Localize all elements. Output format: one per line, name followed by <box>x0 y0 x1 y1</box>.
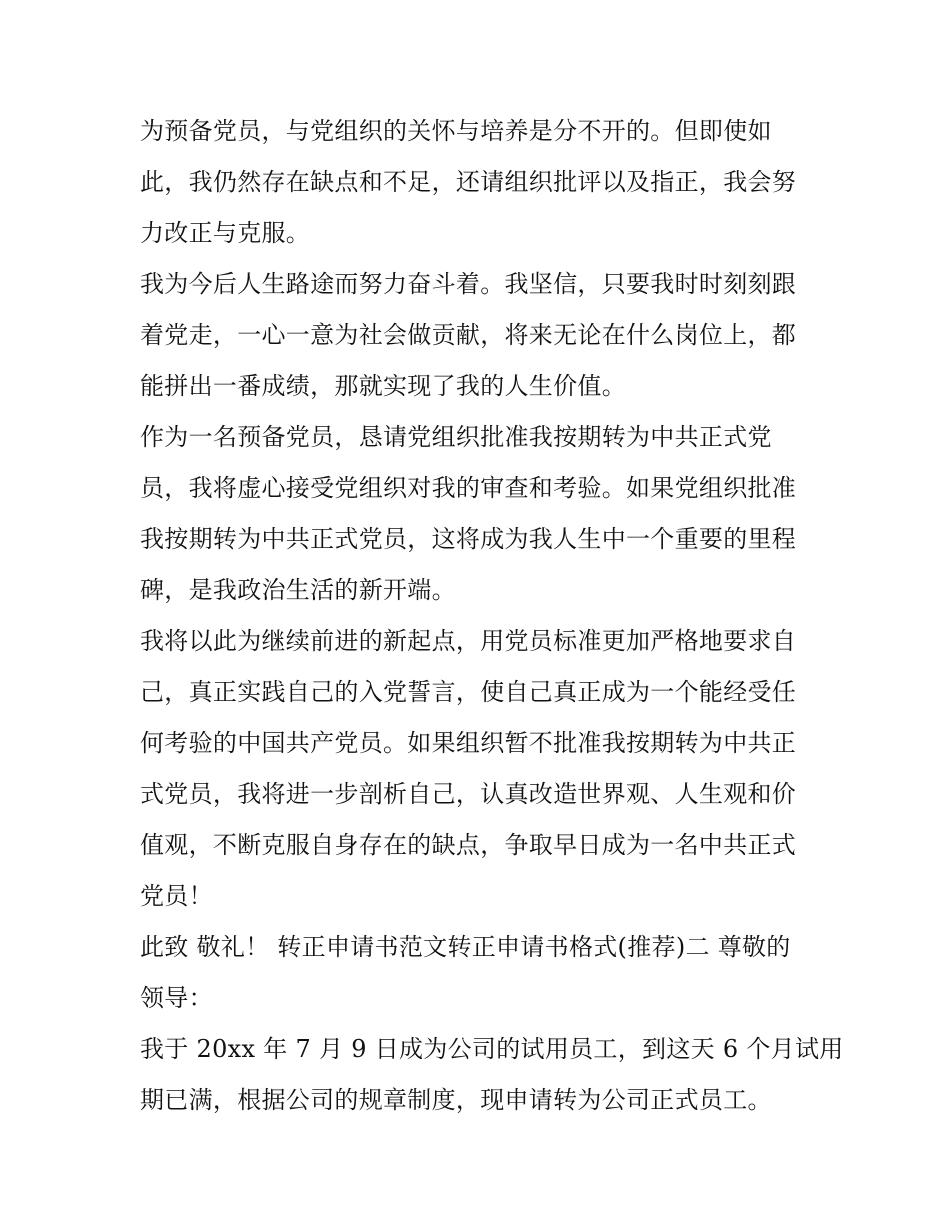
text-line: 我按期转为中共正式党员，这将成为我人生中一个重要的里程 <box>140 525 797 553</box>
text-line: 力改正与克服。 <box>140 219 311 247</box>
paragraph-3 <box>140 412 812 616</box>
text-line: 期已满，根据公司的规章制度，现申请转为公司正式员工。 <box>140 1086 772 1114</box>
text-line: 领导： <box>140 984 213 1012</box>
text-line: 值观，不断克服自身存在的缺点，争取早日成为一名中共正式 <box>140 831 797 859</box>
paragraph-6 <box>140 1024 844 1126</box>
text-line: 能拼出一番成绩，那就实现了我的人生价值。 <box>140 372 626 400</box>
text-line: 着党走，一心一意为社会做贡献，将来无论在什么岗位上，都 <box>140 321 797 349</box>
paragraph-2 <box>140 259 812 412</box>
text-line: 员，我将虚心接受党组织对我的审查和考验。如果党组织批准 <box>140 474 797 502</box>
text-line: 党员！ <box>140 882 213 910</box>
paragraph-4 <box>140 616 812 922</box>
text-line: 我为今后人生路途而努力奋斗着。我坚信，只要我时时刻刻跟 <box>140 270 797 298</box>
text-line: 此，我仍然存在缺点和不足，还请组织批评以及指正，我会努 <box>140 168 797 196</box>
text-line: 己，真正实践自己的入党誓言，使自己真正成为一个能经受任 <box>140 678 797 706</box>
text-line: 式党员，我将进一步剖析自己，认真改造世界观、人生观和价 <box>140 780 797 808</box>
text-line: 为预备党员，与党组织的关怀与培养是分不开的。但即使如 <box>140 117 772 145</box>
text-line: 此致 敬礼！ 转正申请书范文转正申请书格式(推荐)二 尊敬的 <box>140 933 791 961</box>
text-line: 何考验的中国共产党员。如果组织暂不批准我按期转为中共正 <box>140 729 797 757</box>
text-line: 碑，是我政治生活的新开端。 <box>140 576 456 604</box>
document-body <box>140 106 844 1126</box>
paragraph-1 <box>140 106 812 259</box>
paragraph-5 <box>140 922 812 1024</box>
text-line: 我于 20xx 年 7 月 9 日成为公司的试用员工，到这天 6 个月试用 <box>140 1035 844 1063</box>
text-line: 作为一名预备党员，恳请党组织批准我按期转为中共正式党 <box>140 423 772 451</box>
text-line: 我将以此为继续前进的新起点，用党员标准更加严格地要求自 <box>140 627 797 655</box>
